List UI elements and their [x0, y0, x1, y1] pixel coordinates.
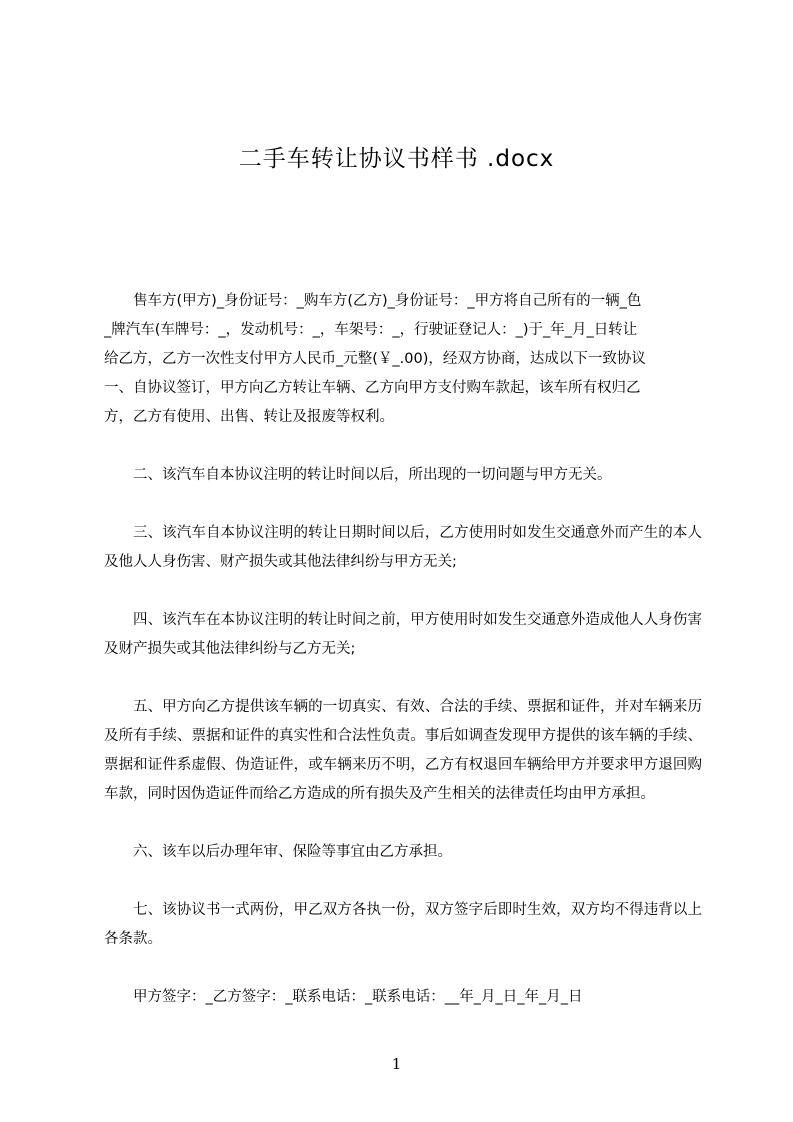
page-number: 1	[391, 1055, 402, 1073]
document-title: 二手车转让协议书样书 .docx	[238, 146, 555, 172]
document-body	[104, 287, 702, 1012]
intro-line: _牌汽车(车牌号：_，发动机号：_，车架号：_，行驶证登记人：_)于_年_月_日转让	[104, 322, 638, 338]
clause-5: 五、甲方向乙方提供该车辆的一切真实、有效、合法的手续、票据和证件，并对车辆来历及所有手续、票据和证件的真实性和合法性负责。事后如调查发现甲方提供的该车辆的手续、票据和证件系虚假、伪造证件，或车辆来历不明，乙方有权退回车辆给甲方并要求甲方退回购车款，同时因伪造证件而给乙方造成的所有损失及产生相关的法律责任均由甲方承担。	[104, 699, 702, 802]
clause-6: 六、该车以后办理年审、保险等事宜由乙方承担。	[133, 844, 452, 860]
intro-line: 方，乙方有使用、出售、转让及报废等权利。	[104, 409, 394, 425]
clause-2: 二、该汽车自本协议注明的转让时间以后，所出现的一切问题与甲方无关。	[133, 467, 612, 483]
signature-line: 甲方签字：_乙方签字：_联系电话：_联系电话：__年_月_日_年_月_日	[133, 989, 583, 1005]
intro-paragraph	[104, 287, 702, 432]
clause-7: 七、该协议书一式两份，甲乙双方各执一份，双方签字后即时生效，双方均不得违背以上各条款。	[104, 902, 702, 947]
intro-line: 给乙方，乙方一次性支付甲方人民币_元整(￥_.00)，经双方协商，达成以下一致协议	[104, 351, 646, 367]
intro-line: 售车方(甲方)_身份证号：_购车方(乙方)_身份证号：_甲方将自己所有的一辆_色	[133, 293, 642, 309]
clause-4: 四、该汽车在本协议注明的转让时间之前，甲方使用时如发生交通意外造成他人人身伤害及财产损失或其他法律纠纷与乙方无关;	[104, 612, 702, 657]
clause-3: 三、该汽车自本协议注明的转让日期时间以后，乙方使用时如发生交通意外而产生的本人及他人人身伤害、财产损失或其他法律纠纷与甲方无关;	[104, 525, 702, 570]
intro-line: 一、自协议签订，甲方向乙方转让车辆、乙方向甲方支付购车款起，该车所有权归乙	[104, 380, 641, 396]
